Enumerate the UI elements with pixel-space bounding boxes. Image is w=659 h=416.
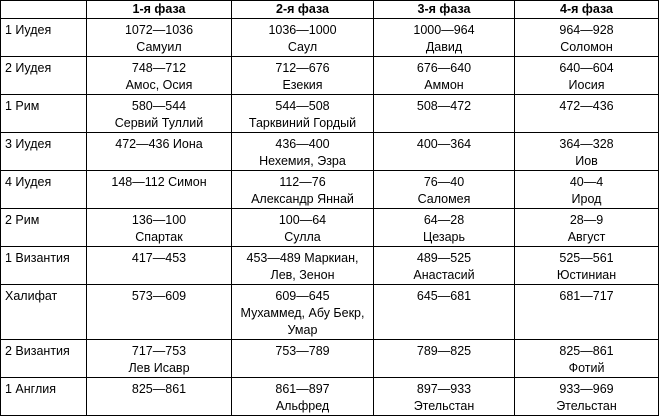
cell-names: Умар — [287, 323, 318, 337]
phase-cell-2 — [232, 285, 374, 340]
table-row — [1, 285, 659, 340]
phase-cell-2 — [232, 209, 374, 247]
phase-cell-2 — [232, 57, 374, 95]
table-row — [1, 95, 659, 133]
cell-names: Этельстан — [556, 399, 617, 413]
table-row — [1, 57, 659, 95]
cell-names: Езекия — [282, 78, 323, 92]
cell-dates: 436—400 — [275, 137, 330, 151]
cell-names: Соломон — [560, 40, 613, 54]
cell-dates: 472—436 — [559, 99, 614, 113]
cell-dates: 964—928 — [559, 23, 614, 37]
cell-names: Анастасий — [413, 268, 475, 282]
cell-dates: 112—76 — [279, 175, 326, 189]
phase-cell-2 — [232, 378, 374, 416]
header-cell-phase-4: 4-я фаза — [515, 1, 659, 19]
cell-names: Цезарь — [422, 230, 466, 244]
region-cell: Халифат — [1, 285, 87, 340]
region-cell: 1 Рим — [1, 95, 87, 133]
phase-cell-3 — [374, 340, 515, 378]
phase-cell-1 — [87, 171, 232, 209]
cell-dates: 1000—964 — [413, 23, 475, 37]
header-cell-phase-3: 3-я фаза — [374, 1, 515, 19]
cell-dates: 645—681 — [416, 289, 472, 303]
phase-cell-3 — [374, 133, 515, 171]
phase-cell-1 — [87, 340, 232, 378]
cell-dates: 1072—1036 — [124, 23, 194, 37]
cell-names: Саломея — [417, 192, 471, 206]
cell-dates: 717—753 — [131, 344, 187, 358]
phase-cell-2 — [232, 171, 374, 209]
cell-dates: 508—472 — [416, 99, 472, 113]
phase-cell-4 — [515, 209, 659, 247]
region-cell: 2 Византия — [1, 340, 87, 378]
phase-cell-4 — [515, 95, 659, 133]
phase-cell-3 — [374, 378, 515, 416]
region-cell: 1 Иудея — [1, 19, 87, 57]
header-cell-phase-1: 1-я фаза — [87, 1, 232, 19]
cell-dates: 681—717 — [559, 289, 614, 303]
cell-dates: 64—28 — [423, 213, 465, 227]
cell-names: Ирод — [571, 192, 602, 206]
cell-names: Сулла — [284, 230, 321, 244]
cell-dates: 897—933 — [416, 382, 472, 396]
phase-cell-4 — [515, 171, 659, 209]
phase-cell-2 — [232, 133, 374, 171]
cell-names: Сервий Туллий — [114, 116, 204, 130]
cell-names: Саул — [287, 40, 318, 54]
cell-names: Лев Исавр — [128, 361, 190, 375]
phase-cell-4 — [515, 247, 659, 285]
table-row — [1, 19, 659, 57]
phase-cell-1 — [87, 133, 232, 171]
cell-names: Нехемия, Эзра — [259, 154, 346, 168]
cell-names: Лев, Зенон — [270, 268, 335, 282]
region-cell: 2 Рим — [1, 209, 87, 247]
phase-cell-3 — [374, 95, 515, 133]
phase-cell-2 — [232, 247, 374, 285]
cell-dates: 148—112 Симон — [111, 175, 207, 189]
header-row — [1, 1, 659, 19]
cell-names: Амос, Осия — [125, 78, 193, 92]
phase-cell-4 — [515, 57, 659, 95]
table-row — [1, 209, 659, 247]
phase-cell-1 — [87, 19, 232, 57]
cell-names: Мухаммед, Абу Бекр, — [240, 306, 365, 320]
table-row — [1, 171, 659, 209]
phase-cell-4 — [515, 19, 659, 57]
cell-names: Спартак — [135, 230, 183, 244]
cell-names: Иосия — [568, 78, 605, 92]
cell-dates: 640—604 — [559, 61, 614, 75]
phase-cell-1 — [87, 285, 232, 340]
cell-dates: 453—489 Маркиан, — [246, 251, 359, 265]
cell-dates: 489—525 — [416, 251, 472, 265]
cell-names: Аммон — [424, 78, 464, 92]
cell-dates: 748—712 — [131, 61, 187, 75]
phase-cell-1 — [87, 247, 232, 285]
cell-dates: 1036—1000 — [268, 23, 337, 37]
cell-dates: 609—645 — [275, 289, 330, 303]
header-cell-region — [1, 1, 87, 19]
table-row — [1, 378, 659, 416]
cell-dates: 933—969 — [559, 382, 614, 396]
region-cell: 4 Иудея — [1, 171, 87, 209]
phase-cell-1 — [87, 57, 232, 95]
cell-dates: 40—4 — [569, 175, 604, 189]
cell-names: Самуил — [136, 40, 182, 54]
phase-cell-1 — [87, 95, 232, 133]
cell-names: Альфред — [275, 399, 330, 413]
cell-dates: 573—609 — [131, 289, 187, 303]
header-cell-phase-2: 2-я фаза — [232, 1, 374, 19]
phase-cell-3 — [374, 247, 515, 285]
phase-cell-4 — [515, 133, 659, 171]
cell-dates: 825—861 — [559, 344, 614, 358]
cell-dates: 472—436 Иона — [115, 137, 203, 151]
phase-cell-2 — [232, 19, 374, 57]
cell-dates: 136—100 — [131, 213, 187, 227]
cell-dates: 676—640 — [416, 61, 472, 75]
cell-dates: 417—453 — [131, 251, 187, 265]
phase-cell-4 — [515, 378, 659, 416]
cell-dates: 580—544 — [131, 99, 187, 113]
cell-names: Тарквиний Гордый — [248, 116, 357, 130]
phase-cell-1 — [87, 209, 232, 247]
phase-cell-3 — [374, 19, 515, 57]
cell-names: Давид — [425, 40, 463, 54]
region-cell: 1 Византия — [1, 247, 87, 285]
cell-dates: 364—328 — [559, 137, 614, 151]
phase-cell-2 — [232, 95, 374, 133]
region-cell: 2 Иудея — [1, 57, 87, 95]
phase-cell-3 — [374, 209, 515, 247]
region-cell: 3 Иудея — [1, 133, 87, 171]
cell-names: Юстиниан — [556, 268, 617, 282]
phase-cell-4 — [515, 285, 659, 340]
cell-dates: 28—9 — [569, 213, 604, 227]
cell-dates: 861—897 — [275, 382, 330, 396]
cell-names: Александр Яннай — [251, 192, 354, 206]
phase-cell-4 — [515, 340, 659, 378]
cell-dates: 789—825 — [416, 344, 472, 358]
phase-cell-1 — [87, 378, 232, 416]
cell-dates: 76—40 — [423, 175, 465, 189]
cell-dates: 825—861 — [131, 382, 187, 396]
cell-dates: 400—364 — [416, 137, 472, 151]
cell-dates: 100—64 — [278, 213, 327, 227]
table-row — [1, 133, 659, 171]
phase-cell-2 — [232, 340, 374, 378]
cell-names: Август — [567, 230, 606, 244]
cell-names: Фотий — [568, 361, 605, 375]
phase-cell-3 — [374, 285, 515, 340]
cell-dates: 712—676 — [275, 61, 330, 75]
table-row — [1, 247, 659, 285]
phase-cell-3 — [374, 57, 515, 95]
phase-cell-3 — [374, 171, 515, 209]
cell-dates: 525—561 — [559, 251, 614, 265]
cell-dates: 753—789 — [275, 344, 330, 358]
table-row — [1, 340, 659, 378]
region-cell: 1 Англия — [1, 378, 87, 416]
cell-names: Этельстан — [413, 399, 475, 413]
cell-dates: 544—508 — [275, 99, 330, 113]
cell-names: Иов — [575, 154, 598, 168]
